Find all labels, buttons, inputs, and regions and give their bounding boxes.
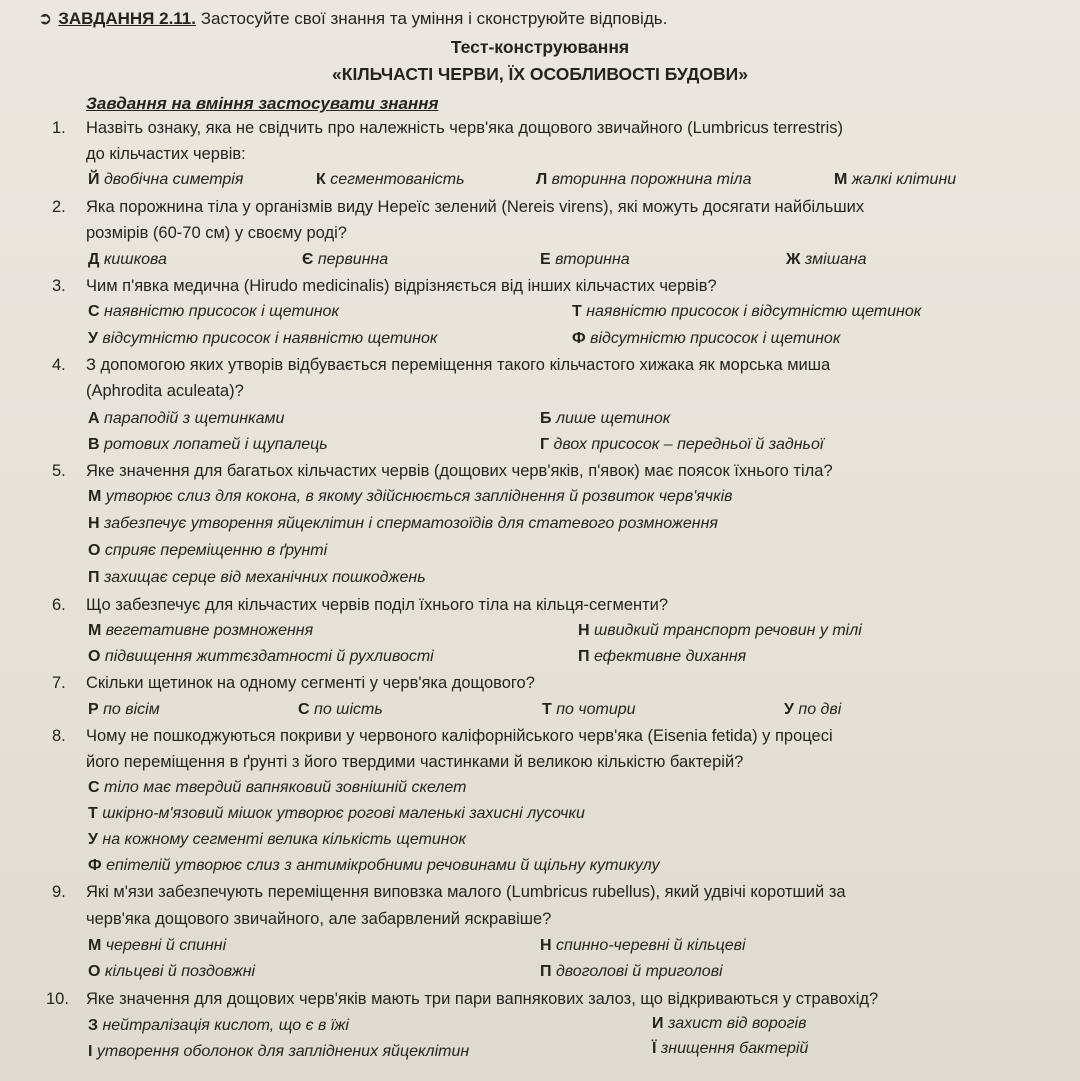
option-text: по чотири [551, 701, 636, 718]
option-letter: К [316, 171, 326, 188]
option-text: підвищення життєздатності й рухливості [100, 648, 434, 665]
circle-arrow-icon: ➲ [38, 9, 53, 28]
question-number: 8. [52, 727, 66, 745]
answer-option [784, 699, 841, 721]
option-letter: П [578, 648, 590, 665]
answer-option [540, 935, 746, 957]
answer-option [88, 777, 466, 799]
option-letter: М [834, 171, 848, 188]
option-letter: У [784, 701, 794, 718]
option-letter: А [88, 410, 100, 427]
answer-option [88, 434, 328, 456]
question-text: Чому не пошкоджуються покриви у червоного каліфорнійського черв'яка (Eisenia fetida) у процесі [86, 727, 833, 745]
question-text: Назвіть ознаку, яка не свідчить про належність черв'яка дощового звичайного (Lumbricus terrestris) [86, 119, 844, 137]
option-letter: О [88, 648, 101, 665]
question-number: 7. [52, 674, 66, 692]
answer-option [88, 408, 284, 430]
answer-option [88, 169, 243, 191]
option-text: захищає серце від механічних пошкоджень [99, 569, 426, 586]
question-text: Чим п'явка медична (Hirudo medicinalis) відрізняється від інших кільчастих червів? [86, 277, 717, 295]
option-letter: У [88, 330, 98, 347]
option-text: епітелій утворює слиз з антимікробними речовинами й щільну кутикулу [101, 857, 660, 874]
option-text: жалкі клітини [847, 171, 957, 188]
answer-option [652, 1038, 808, 1060]
option-letter: Ж [786, 251, 801, 268]
option-text: нейтралізація кислот, що є в їжі [98, 1017, 349, 1034]
answer-option [88, 829, 466, 851]
option-text: кільцеві й поздовжні [100, 963, 256, 980]
answer-option [88, 803, 585, 825]
question-number: 6. [52, 596, 66, 614]
option-text: кишкова [99, 251, 167, 268]
option-text: швидкий транспорт речовин у тілі [589, 622, 862, 639]
option-text: відсутністю присосок і наявністю щетинок [97, 330, 438, 347]
option-letter: Л [536, 171, 548, 188]
question-number: 5. [52, 462, 66, 480]
option-letter: Б [540, 410, 552, 427]
question-text: Яке значення для багатьох кільчастих червів (дощових черв'яків, п'явок) має поясок їхнього тіла? [86, 462, 833, 480]
task-instruction: Застосуйте свої знання та уміння і сконструюйте відповідь. [196, 9, 668, 28]
option-letter: Ї [652, 1040, 657, 1057]
question-number: 1. [52, 119, 66, 137]
answer-option [88, 328, 437, 350]
answer-option [88, 961, 255, 983]
question-text: до кільчастих червів: [86, 145, 246, 163]
option-text: двоголові й триголові [551, 963, 723, 980]
answer-option [652, 1013, 806, 1035]
answer-option [542, 699, 636, 721]
question-text: Яка порожнина тіла у організмів виду Нереїс зелений (Nereis virens), які можуть досягати найбільших [86, 198, 865, 216]
answer-option [88, 1015, 349, 1037]
answer-option [540, 434, 823, 456]
option-letter: Т [572, 303, 582, 320]
question-text: черв'яка дощового звичайного, але забарвлений яскравіше? [86, 910, 552, 928]
question-text: Яке значення для дощових черв'яків мають три пари вапнякових залоз, що відкриваються у стравохід? [86, 990, 879, 1008]
answer-option [578, 620, 862, 642]
answer-option [540, 961, 723, 983]
option-text: шкірно-м'язовий мішок утворює рогові маленькі захисні лусочки [97, 805, 585, 822]
question-number: 9. [52, 883, 66, 901]
option-text: на кожному сегменті велика кількість щетинок [97, 831, 467, 848]
option-letter: М [88, 622, 102, 639]
test-topic: «КІЛЬЧАСТІ ЧЕРВИ, ЇХ ОСОБЛИВОСТІ БУДОВИ» [332, 64, 748, 84]
option-text: по шість [309, 701, 383, 718]
question-text: Скільки щетинок на одному сегменті у черв'яка дощового? [86, 674, 535, 692]
option-text: утворення оболонок для запліднених яйцеклітин [92, 1043, 470, 1060]
answer-option [572, 328, 840, 350]
option-letter: С [298, 701, 310, 718]
option-letter: П [540, 963, 552, 980]
option-letter: С [88, 303, 100, 320]
option-letter: О [88, 963, 101, 980]
option-letter: Ф [88, 857, 102, 874]
answer-option [88, 1041, 469, 1063]
option-letter: Т [88, 805, 98, 822]
question-text: Що забезпечує для кільчастих червів поділ їхнього тіла на кільця-сегменти? [86, 596, 669, 614]
answer-option [298, 699, 383, 721]
option-text: параподій з щетинками [99, 410, 285, 427]
answer-option [786, 249, 867, 271]
option-text: по дві [793, 701, 842, 718]
question-text: його переміщення в ґрунті з його твердими частинками й великою кількістю бактерій? [86, 753, 744, 771]
test-title: Тест-конструювання [450, 37, 630, 57]
answer-option [536, 169, 751, 191]
option-text: двох присосок – передньої й задньої [549, 436, 824, 453]
question-number: 10. [46, 990, 69, 1008]
option-text: вторинна порожнина тіла [547, 171, 752, 188]
option-letter: О [88, 542, 101, 559]
option-letter: В [88, 436, 100, 453]
option-letter: П [88, 569, 100, 586]
task-label: ЗАВДАННЯ 2.11. [58, 9, 196, 28]
option-letter: Д [88, 251, 100, 268]
option-letter: Г [540, 436, 550, 453]
option-letter: М [88, 937, 102, 954]
question-text: розмірів (60-70 см) у своєму роді? [86, 224, 347, 242]
option-text: забезпечує утворення яйцеклітин і сперматозоїдів для статевого розмноження [99, 515, 718, 532]
option-text: вторинна [550, 251, 630, 268]
answer-option [88, 540, 327, 562]
option-text: лише щетинок [551, 410, 671, 427]
answer-option [834, 169, 956, 191]
option-letter: У [88, 831, 98, 848]
option-letter: Р [88, 701, 99, 718]
option-letter: Ф [572, 330, 586, 347]
option-letter: І [88, 1043, 93, 1060]
option-text: черевні й спинні [101, 937, 227, 954]
answer-option [88, 513, 718, 535]
answer-option [578, 646, 746, 668]
option-text: спинно-черевні й кільцеві [551, 937, 746, 954]
answer-option [88, 935, 226, 957]
answer-option [540, 249, 630, 271]
answer-option [88, 567, 426, 589]
option-text: змішана [800, 251, 867, 268]
option-letter: З [88, 1017, 99, 1034]
answer-option [572, 301, 921, 323]
answer-option [302, 249, 388, 271]
answer-option [88, 486, 733, 508]
option-letter: Е [540, 251, 551, 268]
option-text: наявністю присосок і щетинок [99, 303, 339, 320]
section-subtitle: Завдання на вміння застосувати знання [86, 94, 439, 113]
question-text: Які м'язи забезпечують переміщення виповзка малого (Lumbricus rubellus), який удвічі коротший за [86, 883, 846, 901]
option-text: сприяє переміщенню в ґрунті [100, 542, 328, 559]
option-letter: Є [302, 251, 314, 268]
option-text: по вісім [98, 701, 160, 718]
option-letter: С [88, 779, 100, 796]
option-text: двобічна симетрія [99, 171, 244, 188]
answer-option [88, 699, 160, 721]
question-number: 4. [52, 356, 66, 374]
option-text: ротових лопатей і щупалець [99, 436, 328, 453]
option-letter: Н [578, 622, 590, 639]
answer-option [540, 408, 670, 430]
task-header [38, 8, 667, 30]
option-letter: Н [540, 937, 552, 954]
option-text: захист від ворогів [663, 1015, 807, 1032]
option-text: сегментованість [325, 171, 465, 188]
answer-option [88, 301, 339, 323]
answer-option [316, 169, 465, 191]
option-text: наявністю присосок і відсутністю щетинок [581, 303, 922, 320]
option-text: вегетативне розмноження [101, 622, 314, 639]
question-text: (Aphrodita aculeata)? [86, 382, 244, 400]
question-number: 2. [52, 198, 66, 216]
question-text: З допомогою яких утворів відбувається переміщення такого кільчастого хижака як морська миша [86, 356, 831, 374]
option-letter: М [88, 488, 102, 505]
answer-option [88, 646, 434, 668]
option-text: первинна [313, 251, 389, 268]
question-number: 3. [52, 277, 66, 295]
option-text: ефективне дихання [589, 648, 747, 665]
option-letter: Н [88, 515, 100, 532]
option-text: утворює слиз для кокона, в якому здійснюється запліднення й розвиток черв'ячків [101, 488, 733, 505]
option-text: знищення бактерій [656, 1040, 809, 1057]
option-letter: Й [88, 171, 100, 188]
answer-option [88, 249, 167, 271]
option-letter: И [652, 1015, 664, 1032]
option-text: тіло має твердий вапняковий зовнішній скелет [99, 779, 467, 796]
answer-option [88, 855, 660, 877]
option-letter: Т [542, 701, 552, 718]
answer-option [88, 620, 313, 642]
option-text: відсутністю присосок і щетинок [585, 330, 841, 347]
